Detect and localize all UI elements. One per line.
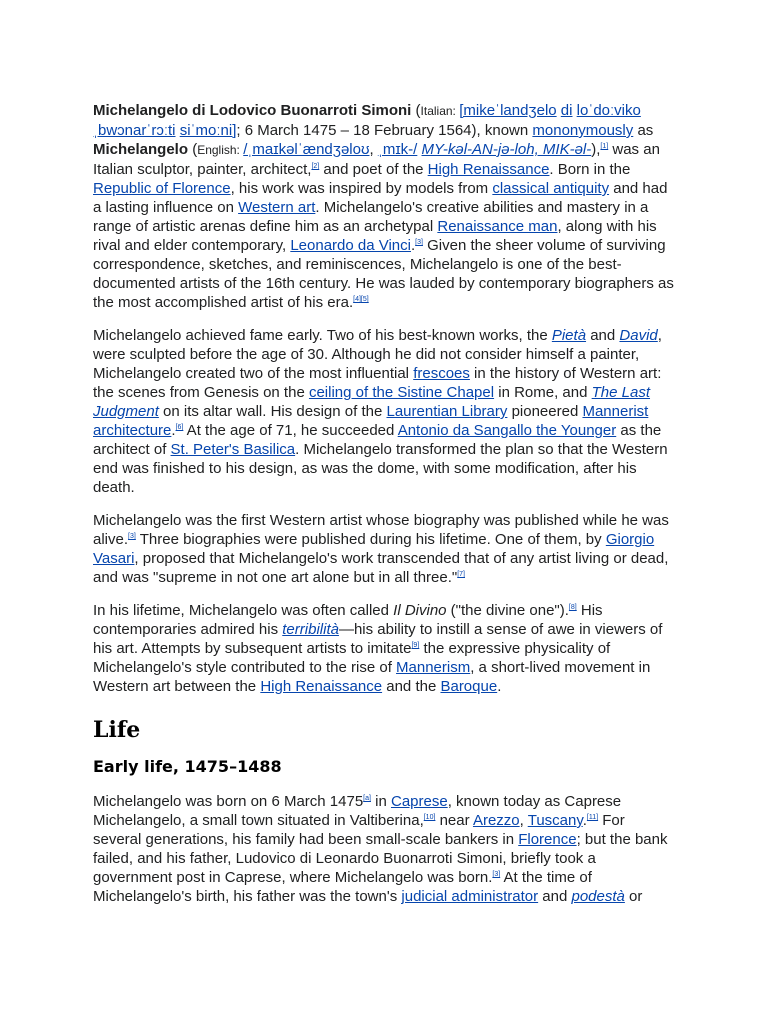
link-high-renaissance[interactable]: High Renaissance — [260, 678, 383, 695]
ipa-link[interactable]: ˌmɪk-/ — [377, 141, 418, 158]
citation-ref[interactable]: [7] — [457, 571, 466, 578]
citation-ref[interactable]: [10] — [423, 814, 436, 821]
ipa-link[interactable]: /ˌmaɪkəlˈændʒəloʊ — [243, 141, 370, 158]
link-sistine-chapel-ceiling[interactable]: ceiling of the Sistine Chapel — [308, 384, 495, 401]
link-judicial-administrator[interactable]: judicial administrator — [401, 888, 539, 905]
link-tuscany[interactable]: Tuscany — [527, 812, 583, 829]
section-heading-life: Life — [93, 717, 141, 743]
intro-paragraph: Michelangelo di Lodovico Buonarroti Simoni (Italian: [mikeˈlandʒelo di loˈdoːviko ˌbwɔnarˈrɔːti siˈmoːni]; 6 March 1475 – 18 February 1564), known mononymously as Michelangelo (English: /ˌmaɪkəlˈændʒəloʊ, ˌmɪk-/ MY-kəl-AN-jə-loh, MIK-əl-),[1] was an Italian sculptor, painter, architect,[2] and poet of the High Renaissance. Born in the Republic of Florence, his work was inspired by models from classical antiquity and had a lasting influence on Western art. Michelangelo's creative abilities and mastery in a range of artistic arenas define him as an archetypal Renaissance man, along with his rival and elder contemporary, Leonardo da Vinci.[3] Given the sheer volume of surviving correspondence, sketches, and reminiscences, Michelangelo is one of the best-documented artists of the 16th century. He was lauded by contemporary biographers as the most accomplished artist of his era.[4][5] — [93, 102, 674, 311]
link-st-peters-basilica[interactable]: St. Peter's Basilica — [170, 441, 296, 458]
citation-ref[interactable]: [6] — [175, 424, 184, 431]
link-mannerism[interactable]: Mannerism — [396, 659, 471, 676]
link-terribilita[interactable]: terribilità — [282, 621, 339, 638]
link-sangallo[interactable]: Antonio da Sangallo the Younger — [397, 422, 617, 439]
link-republic-of-florence[interactable]: Republic of Florence — [93, 180, 231, 197]
link-last-judgment[interactable]: The Last Judgment — [93, 384, 651, 420]
subject-short-name: Michelangelo — [93, 141, 189, 158]
link-renaissance-man[interactable]: Renaissance man — [437, 218, 558, 235]
citation-ref[interactable]: [a] — [363, 795, 371, 802]
link-giorgio-vasari[interactable]: Giorgio Vasari — [93, 531, 655, 567]
italian-label: Italian: — [420, 104, 460, 118]
link-baroque[interactable]: Baroque — [440, 678, 498, 695]
article-body — [93, 101, 675, 920]
citation-ref[interactable]: [2] — [311, 163, 320, 170]
link-western-art[interactable]: Western art — [238, 199, 316, 216]
link-pieta[interactable]: Pietà — [551, 327, 587, 344]
early-life-paragraph: Michelangelo was born on 6 March 1475[a] in Caprese, known today as Caprese Michelangelo, a small town situated in Valtiberina,[10] near Arezzo, Tuscany.[11] For several generations, his family had been small-scale bankers in Florence; but the bank failed, and his father, Ludovico di Leonardo Buonarroti Simoni, briefly took a government post in Caprese, where Michelangelo was born.[3] At the time of Michelangelo's birth, his father was the town's judicial administrator and podestà or — [93, 793, 668, 905]
citation-ref[interactable]: [9] — [411, 642, 420, 649]
biography-paragraph: Michelangelo was the first Western artist whose biography was published while he was alive.[3] Three biographies were published during his lifetime. One of them, by Giorgio Vasari, proposed that Michelangelo's work transcended that of any artist living or dead, and was "supreme in not one art alone but in all three."[7] — [93, 512, 669, 586]
link-florence[interactable]: Florence — [518, 831, 577, 848]
respelling-link[interactable]: MY-kəl-AN-jə-loh, MIK-əl- — [421, 141, 592, 158]
link-mononymously[interactable]: mononymously — [532, 122, 634, 139]
il-divino-paragraph: In his lifetime, Michelangelo was often called Il Divino ("the divine one").[8] His contemporaries admired his terribilità—his ability to instill a sense of awe in viewers of his art. Attempts by subsequent artists to imitate[9] the expressive physicality of Michelangelo's style contributed to the rise of Mannerism, a short-lived movement in Western art between the High Renaissance and the Baroque. — [93, 602, 663, 695]
citation-ref[interactable]: [8] — [568, 604, 577, 611]
fame-paragraph: Michelangelo achieved fame early. Two of his best-known works, the Pietà and David, were sculpted before the age of 30. Although he did not consider himself a painter, Michelangelo created two of the most influential frescoes in the history of Western art: the scenes from Genesis on the ceiling of the Sistine Chapel in Rome, and The Last Judgment on its altar wall. His design of the Laurentian Library pioneered Mannerist architecture.[6] At the age of 71, he succeeded Antonio da Sangallo the Younger as the architect of St. Peter's Basilica. Michelangelo transformed the plan so that the Western end was finished to his design, as was the dome, with some modification, after his death. — [93, 327, 668, 496]
il-divino-term: Il Divino — [393, 602, 447, 619]
link-david[interactable]: David — [619, 327, 658, 344]
link-leonardo-da-vinci[interactable]: Leonardo da Vinci — [290, 237, 411, 254]
link-arezzo[interactable]: Arezzo — [472, 812, 520, 829]
link-high-renaissance[interactable]: High Renaissance — [427, 161, 550, 178]
citation-ref[interactable]: [3] — [492, 871, 501, 878]
citation-ref[interactable]: [1] — [600, 143, 609, 150]
ipa-link[interactable]: ˌbwɔnarˈrɔːti — [93, 122, 176, 139]
english-label: English: — [197, 143, 244, 157]
link-podesta[interactable]: podestà — [571, 888, 625, 905]
link-caprese[interactable]: Caprese — [390, 793, 448, 810]
citation-ref[interactable]: [11] — [586, 814, 599, 821]
ipa-link[interactable]: di — [560, 102, 573, 119]
ipa-link[interactable]: siˈmoːni] — [179, 122, 237, 139]
subject-full-name: Michelangelo di Lodovico Buonarroti Simoni — [93, 102, 412, 119]
link-frescoes[interactable]: frescoes — [413, 365, 470, 382]
ipa-link[interactable]: loˈdoːviko — [576, 102, 641, 119]
ipa-link[interactable]: [mikeˈlandʒelo — [459, 102, 557, 119]
citation-ref[interactable]: [4][5] — [353, 296, 369, 303]
link-laurentian-library[interactable]: Laurentian Library — [386, 403, 508, 420]
citation-ref[interactable]: [3] — [415, 239, 423, 246]
link-classical-antiquity[interactable]: classical antiquity — [492, 180, 610, 197]
link-mannerist-architecture[interactable]: Mannerist architecture — [93, 403, 649, 439]
citation-ref[interactable]: [3] — [128, 533, 136, 540]
subsection-heading-early-life: Early life, 1475–1488 — [93, 757, 282, 776]
